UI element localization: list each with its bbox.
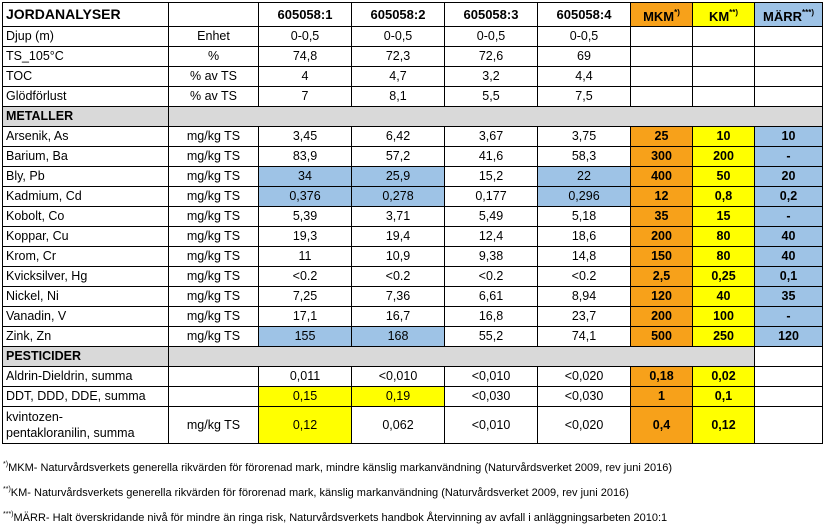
sample-header-1: 605058:1 xyxy=(259,3,352,27)
km-value: 80 xyxy=(693,227,755,247)
sample-value-2: <0,010 xyxy=(352,367,445,387)
parameter-name-line: pentakloranilin, summa xyxy=(6,426,135,440)
mkm-value: 300 xyxy=(631,147,693,167)
mkm-mark: *) xyxy=(674,8,680,17)
sample-value-4: 69 xyxy=(538,47,631,67)
marr-value: 40 xyxy=(755,247,823,267)
marr-value: 35 xyxy=(755,287,823,307)
unit-cell: mg/kg TS xyxy=(169,267,259,287)
sample-value-4: 58,3 xyxy=(538,147,631,167)
sample-value-1: 19,3 xyxy=(259,227,352,247)
footnote-mkm xyxy=(3,454,672,479)
marr-value: - xyxy=(755,207,823,227)
unit-cell: mg/kg TS xyxy=(169,167,259,187)
empty-cell xyxy=(755,407,823,444)
mkm-value: 500 xyxy=(631,327,693,347)
sample-value-1: 4 xyxy=(259,67,352,87)
empty-cell xyxy=(755,387,823,407)
sample-value-4: 5,18 xyxy=(538,207,631,227)
sample-value-3: <0,030 xyxy=(445,387,538,407)
sample-value-4: <0,030 xyxy=(538,387,631,407)
sample-value-2: 0,278 xyxy=(352,187,445,207)
table-title: JORDANALYSER xyxy=(3,3,169,27)
marr-mark: ***) xyxy=(801,8,814,17)
mkm-value: 2,5 xyxy=(631,267,693,287)
sample-value-1: 155 xyxy=(259,327,352,347)
table-row xyxy=(3,367,823,387)
mkm-value: 200 xyxy=(631,227,693,247)
marr-value: 10 xyxy=(755,127,823,147)
header-unit-blank xyxy=(169,3,259,27)
sample-value-4: 74,1 xyxy=(538,327,631,347)
sample-value-2: 8,1 xyxy=(352,87,445,107)
mkm-blank xyxy=(631,27,693,47)
km-value: 15 xyxy=(693,207,755,227)
sample-value-1: 5,39 xyxy=(259,207,352,227)
header-row xyxy=(3,3,823,27)
marr-label: MÄRR xyxy=(762,9,802,24)
pesticides-section-title: PESTICIDER xyxy=(3,347,169,367)
sample-value-2: 57,2 xyxy=(352,147,445,167)
sample-value-3: 16,8 xyxy=(445,307,538,327)
sample-value-1: 11 xyxy=(259,247,352,267)
km-blank xyxy=(693,27,755,47)
sample-value-3: 0,177 xyxy=(445,187,538,207)
sample-value-4: <0,020 xyxy=(538,367,631,387)
sample-value-1: 0-0,5 xyxy=(259,27,352,47)
sample-value-1: 34 xyxy=(259,167,352,187)
mkm-blank xyxy=(631,67,693,87)
parameter-name: Djup (m) xyxy=(3,27,169,47)
sample-value-4: <0.2 xyxy=(538,267,631,287)
sample-value-2: 16,7 xyxy=(352,307,445,327)
sample-value-1: 0,376 xyxy=(259,187,352,207)
sample-value-3: 6,61 xyxy=(445,287,538,307)
sample-value-3: 55,2 xyxy=(445,327,538,347)
table-row xyxy=(3,47,823,67)
km-value: 250 xyxy=(693,327,755,347)
footnote-text: KM- Naturvårdsverkets generella rikvärden för förorenad mark, känslig markanvändning (Naturvårdsverket 2009, rev juni 2016) xyxy=(10,487,629,499)
sample-value-2: 7,36 xyxy=(352,287,445,307)
footnote-text: MÄRR- Halt överskridande nivå för mindre än ringa risk, Naturvårdsverkets handbok Återvinning av avfall i anläggningsarbeten 2010:1 xyxy=(13,512,668,524)
unit-cell: mg/kg TS xyxy=(169,287,259,307)
km-blank xyxy=(693,47,755,67)
metals-section-row xyxy=(3,107,823,127)
marr-value: - xyxy=(755,307,823,327)
marr-value: 0,2 xyxy=(755,187,823,207)
km-value: 80 xyxy=(693,247,755,267)
km-value: 200 xyxy=(693,147,755,167)
unit-cell: % xyxy=(169,47,259,67)
unit-cell: % av TS xyxy=(169,87,259,107)
table-row xyxy=(3,247,823,267)
unit-cell xyxy=(169,387,259,407)
km-value: 0,25 xyxy=(693,267,755,287)
empty-cell xyxy=(755,347,823,367)
parameter-name: Koppar, Cu xyxy=(3,227,169,247)
footnote-mark: ***) xyxy=(3,511,14,518)
unit-cell: Enhet xyxy=(169,27,259,47)
km-header xyxy=(693,3,755,27)
sample-value-1: 7 xyxy=(259,87,352,107)
sample-value-3: 72,6 xyxy=(445,47,538,67)
sample-value-4: 22 xyxy=(538,167,631,187)
sample-value-2: 0-0,5 xyxy=(352,27,445,47)
sample-value-1: <0.2 xyxy=(259,267,352,287)
sample-value-2: <0.2 xyxy=(352,267,445,287)
km-blank xyxy=(693,67,755,87)
sample-header-2: 605058:2 xyxy=(352,3,445,27)
unit-cell: mg/kg TS xyxy=(169,207,259,227)
marr-blank xyxy=(755,87,823,107)
parameter-name: Zink, Zn xyxy=(3,327,169,347)
soil-analysis-table xyxy=(2,2,823,444)
km-value: 0,02 xyxy=(693,367,755,387)
marr-value: - xyxy=(755,147,823,167)
sample-value-3: 12,4 xyxy=(445,227,538,247)
table-row xyxy=(3,227,823,247)
sample-value-2: 3,71 xyxy=(352,207,445,227)
table-row xyxy=(3,327,823,347)
sample-value-3: 5,49 xyxy=(445,207,538,227)
unit-cell: mg/kg TS xyxy=(169,147,259,167)
unit-cell: mg/kg TS xyxy=(169,247,259,267)
marr-value: 20 xyxy=(755,167,823,187)
km-value: 10 xyxy=(693,127,755,147)
sample-value-3: 41,6 xyxy=(445,147,538,167)
unit-cell: mg/kg TS xyxy=(169,187,259,207)
km-value: 50 xyxy=(693,167,755,187)
mkm-blank xyxy=(631,87,693,107)
mkm-value: 25 xyxy=(631,127,693,147)
sample-value-2: 19,4 xyxy=(352,227,445,247)
sample-value-4: 0-0,5 xyxy=(538,27,631,47)
parameter-name: Bly, Pb xyxy=(3,167,169,187)
sample-value-3: 0-0,5 xyxy=(445,27,538,47)
table-row xyxy=(3,407,823,444)
parameter-name: Nickel, Ni xyxy=(3,287,169,307)
marr-value: 0,1 xyxy=(755,267,823,287)
sample-header-4: 605058:4 xyxy=(538,3,631,27)
km-value: 0,1 xyxy=(693,387,755,407)
sample-value-1: 83,9 xyxy=(259,147,352,167)
table-row xyxy=(3,187,823,207)
mkm-value: 150 xyxy=(631,247,693,267)
table-row xyxy=(3,267,823,287)
sample-value-2: 168 xyxy=(352,327,445,347)
section-fill xyxy=(169,107,823,127)
parameter-name: Glödförlust xyxy=(3,87,169,107)
km-value: 40 xyxy=(693,287,755,307)
sample-value-2: 6,42 xyxy=(352,127,445,147)
sample-value-3: 9,38 xyxy=(445,247,538,267)
unit-cell: mg/kg TS xyxy=(169,127,259,147)
parameter-name: Kadmium, Cd xyxy=(3,187,169,207)
km-label: KM xyxy=(708,9,730,24)
table-row xyxy=(3,307,823,327)
marr-value: 120 xyxy=(755,327,823,347)
km-value: 0,12 xyxy=(693,407,755,444)
mkm-header xyxy=(631,3,693,27)
unit-cell: mg/kg TS xyxy=(169,327,259,347)
sample-value-4: 0,296 xyxy=(538,187,631,207)
parameter-name: Barium, Ba xyxy=(3,147,169,167)
sample-value-4: 23,7 xyxy=(538,307,631,327)
sample-value-3: 15,2 xyxy=(445,167,538,187)
footnote-mark: **) xyxy=(3,486,11,493)
marr-header xyxy=(755,3,823,27)
parameter-name: DDT, DDD, DDE, summa xyxy=(3,387,169,407)
unit-cell xyxy=(169,367,259,387)
km-mark: **) xyxy=(729,8,739,17)
sample-value-3: 3,67 xyxy=(445,127,538,147)
parameter-name: Kvicksilver, Hg xyxy=(3,267,169,287)
sample-value-2: 10,9 xyxy=(352,247,445,267)
sample-value-3: <0,010 xyxy=(445,407,538,444)
mkm-value: 0,18 xyxy=(631,367,693,387)
table-row xyxy=(3,87,823,107)
table-row xyxy=(3,127,823,147)
metals-section-title: METALLER xyxy=(3,107,169,127)
sample-value-4: 3,75 xyxy=(538,127,631,147)
sample-value-2: 25,9 xyxy=(352,167,445,187)
marr-blank xyxy=(755,67,823,87)
table-row xyxy=(3,147,823,167)
sample-value-1: 0,011 xyxy=(259,367,352,387)
parameter-name: Kobolt, Co xyxy=(3,207,169,227)
sample-value-1: 0,12 xyxy=(259,407,352,444)
sample-header-3: 605058:3 xyxy=(445,3,538,27)
table-row xyxy=(3,27,823,47)
mkm-label: MKM xyxy=(643,9,675,24)
marr-value: 40 xyxy=(755,227,823,247)
mkm-value: 1 xyxy=(631,387,693,407)
parameter-name: TOC xyxy=(3,67,169,87)
footnote-km xyxy=(3,479,672,504)
mkm-value: 12 xyxy=(631,187,693,207)
km-value: 0,8 xyxy=(693,187,755,207)
parameter-name: Krom, Cr xyxy=(3,247,169,267)
mkm-blank xyxy=(631,47,693,67)
mkm-value: 200 xyxy=(631,307,693,327)
sample-value-4: 18,6 xyxy=(538,227,631,247)
sample-value-1: 17,1 xyxy=(259,307,352,327)
sample-value-4: 14,8 xyxy=(538,247,631,267)
sample-value-4: <0,020 xyxy=(538,407,631,444)
sample-value-3: 5,5 xyxy=(445,87,538,107)
section-fill xyxy=(169,347,755,367)
parameter-name: Vanadin, V xyxy=(3,307,169,327)
km-blank xyxy=(693,87,755,107)
parameter-name: Arsenik, As xyxy=(3,127,169,147)
marr-blank xyxy=(755,27,823,47)
parameter-name: TS_105°C xyxy=(3,47,169,67)
mkm-value: 400 xyxy=(631,167,693,187)
empty-cell xyxy=(755,367,823,387)
unit-cell: mg/kg TS xyxy=(169,407,259,444)
sample-value-2: 0,19 xyxy=(352,387,445,407)
sample-value-4: 4,4 xyxy=(538,67,631,87)
km-value: 100 xyxy=(693,307,755,327)
sample-value-4: 7,5 xyxy=(538,87,631,107)
table-row xyxy=(3,167,823,187)
sample-value-3: <0,010 xyxy=(445,367,538,387)
table-row xyxy=(3,287,823,307)
sample-value-1: 74,8 xyxy=(259,47,352,67)
pesticides-section-row xyxy=(3,347,823,367)
sample-value-2: 72,3 xyxy=(352,47,445,67)
sample-value-1: 0,15 xyxy=(259,387,352,407)
unit-cell: mg/kg TS xyxy=(169,227,259,247)
sample-value-1: 3,45 xyxy=(259,127,352,147)
marr-blank xyxy=(755,47,823,67)
footnote-mark: *) xyxy=(3,461,9,468)
parameter-name-line: kvintozen- xyxy=(6,410,63,424)
mkm-value: 0,4 xyxy=(631,407,693,444)
footnote-text: MKM- Naturvårdsverkets generella rikvärden för förorenad mark, mindre känslig markanvändning (Naturvårdsverket 2009, rev juni 2016) xyxy=(8,462,673,474)
sample-value-2: 4,7 xyxy=(352,67,445,87)
mkm-value: 120 xyxy=(631,287,693,307)
sample-value-3: <0.2 xyxy=(445,267,538,287)
mkm-value: 35 xyxy=(631,207,693,227)
unit-cell: mg/kg TS xyxy=(169,307,259,327)
sample-value-4: 8,94 xyxy=(538,287,631,307)
sample-value-3: 3,2 xyxy=(445,67,538,87)
sample-value-2: 0,062 xyxy=(352,407,445,444)
sample-value-1: 7,25 xyxy=(259,287,352,307)
unit-cell: % av TS xyxy=(169,67,259,87)
table-row xyxy=(3,67,823,87)
table-row xyxy=(3,387,823,407)
parameter-name: Aldrin-Dieldrin, summa xyxy=(3,367,169,387)
footnote-marr xyxy=(3,504,672,529)
table-row xyxy=(3,207,823,227)
parameter-name xyxy=(3,407,169,444)
